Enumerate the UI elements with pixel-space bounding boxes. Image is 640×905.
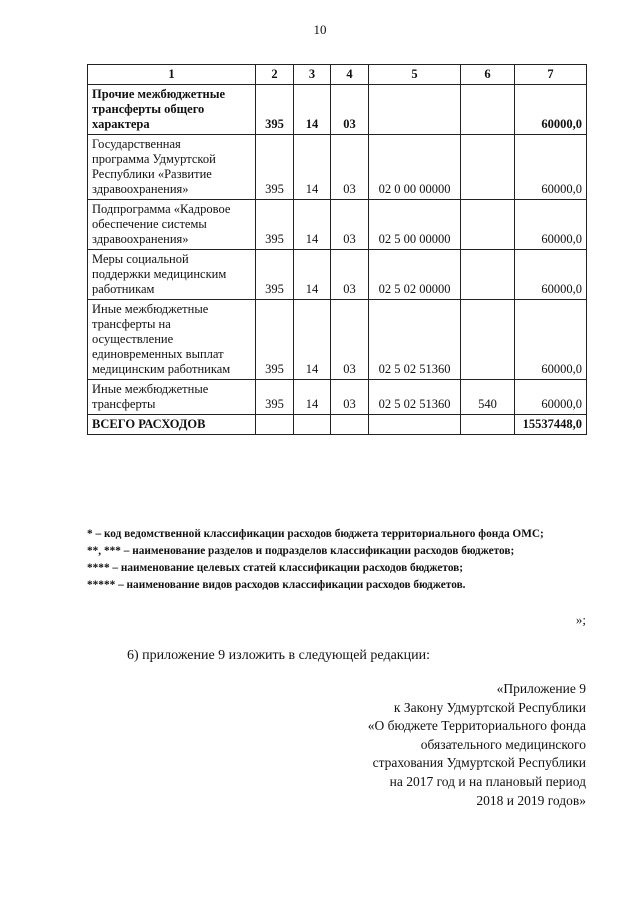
table-cell-c4: 03 <box>331 250 369 300</box>
row-name-line: программа Удмуртской <box>92 152 216 166</box>
row-name-line: работникам <box>92 282 155 296</box>
row-name-line: единовременных выплат <box>92 347 224 361</box>
total-label: ВСЕГО РАСХОДОВ <box>88 415 256 435</box>
footnote: **, *** – наименование разделов и подразделов классификации расходов бюджетов; <box>87 545 515 557</box>
table-cell-c3: 14 <box>294 380 331 415</box>
table-cell-c5 <box>369 85 461 135</box>
appendix-line: к Закону Удмуртской Республики <box>393 699 586 715</box>
footnote: **** – наименование целевых статей классификации расходов бюджетов; <box>87 562 464 574</box>
appendix-line: обязательного медицинского <box>420 736 586 752</box>
table-cell <box>369 415 461 435</box>
row-name <box>88 380 256 415</box>
table-cell-c5: 02 0 00 00000 <box>369 135 461 200</box>
column-header: 7 <box>515 65 587 85</box>
footnote: ***** – наименование видов расходов классификации расходов бюджетов. <box>87 579 466 591</box>
expenses-table <box>87 64 587 435</box>
table-cell-c6 <box>461 300 515 380</box>
column-header: 5 <box>369 65 461 85</box>
row-name-line: Прочие межбюджетные <box>92 87 225 101</box>
table-cell-c4: 03 <box>331 380 369 415</box>
row-name-line: медицинским работникам <box>92 362 231 376</box>
table-cell-c2: 395 <box>256 380 294 415</box>
table-cell-c6 <box>461 250 515 300</box>
table-cell-c7: 60000,0 <box>515 135 587 200</box>
table-cell-c2: 395 <box>256 250 294 300</box>
table-cell-c7: 60000,0 <box>515 250 587 300</box>
table-cell <box>461 415 515 435</box>
row-name-line: Меры социальной <box>92 252 189 266</box>
table-header-row <box>88 65 587 85</box>
row-name <box>88 250 256 300</box>
table-cell-c6 <box>461 85 515 135</box>
table-cell-c2: 395 <box>256 300 294 380</box>
footnote: * – код ведомственной классификации расходов бюджета территориального фонда ОМС; <box>87 528 544 540</box>
table-cell-c5: 02 5 02 00000 <box>369 250 461 300</box>
table-cell <box>331 415 369 435</box>
table-cell-c5: 02 5 00 00000 <box>369 200 461 250</box>
column-header: 1 <box>88 65 256 85</box>
row-name-line: трансферты общего <box>92 102 205 116</box>
table-cell-c7: 60000,0 <box>515 200 587 250</box>
appendix-line: на 2017 год и на плановый период <box>389 773 586 789</box>
row-name-line: обеспечение системы <box>92 217 207 231</box>
appendix-line: страхования Удмуртской Республики <box>372 755 586 771</box>
table-cell-c6: 540 <box>461 380 515 415</box>
row-name-line: осуществление <box>92 332 174 346</box>
table-cell-c6 <box>461 135 515 200</box>
column-header: 3 <box>294 65 331 85</box>
table-cell-c3: 14 <box>294 250 331 300</box>
row-name-line: Республики «Развитие <box>92 167 212 181</box>
row-name <box>88 135 256 200</box>
row-name-line: характера <box>92 117 150 131</box>
table-cell-c7: 60000,0 <box>515 85 587 135</box>
column-header: 6 <box>461 65 515 85</box>
amendment-item: 6) приложение 9 изложить в следующей редакции: <box>127 648 430 663</box>
total-value: 15537448,0 <box>515 415 587 435</box>
table-cell-c4: 03 <box>331 200 369 250</box>
table-row <box>88 200 587 250</box>
table-cell <box>256 415 294 435</box>
row-name-line: Подпрограмма «Кадровое <box>92 202 231 216</box>
column-header: 4 <box>331 65 369 85</box>
table-cell-c3: 14 <box>294 135 331 200</box>
row-name-line: Иные межбюджетные <box>92 302 209 316</box>
page-number: 10 <box>313 22 327 37</box>
table-cell-c2: 395 <box>256 135 294 200</box>
table-cell-c4: 03 <box>331 135 369 200</box>
closing-quote-mark: »; <box>575 612 586 627</box>
row-name <box>88 300 256 380</box>
table-cell-c7: 60000,0 <box>515 300 587 380</box>
table-cell-c3: 14 <box>294 85 331 135</box>
table-cell-c2: 395 <box>256 85 294 135</box>
table-cell-c5: 02 5 02 51360 <box>369 380 461 415</box>
table-cell <box>294 415 331 435</box>
footnotes <box>87 526 586 594</box>
table-cell-c2: 395 <box>256 200 294 250</box>
row-name-line: трансферты <box>92 397 156 411</box>
appendix-line: «О бюджете Территориального фонда <box>367 718 586 734</box>
appendix-line: «Приложение 9 <box>496 681 586 696</box>
table-cell-c5: 02 5 02 51360 <box>369 300 461 380</box>
table-row <box>88 300 587 380</box>
row-name-line: Иные межбюджетные <box>92 382 209 396</box>
row-name-line: здравоохранения» <box>92 182 189 196</box>
table-row <box>88 85 587 135</box>
table-cell-c4: 03 <box>331 300 369 380</box>
table-cell-c3: 14 <box>294 300 331 380</box>
table-cell-c6 <box>461 200 515 250</box>
appendix-line: 2018 и 2019 годов» <box>476 792 586 808</box>
table-cell-c4: 03 <box>331 85 369 135</box>
row-name <box>88 85 256 135</box>
row-name <box>88 200 256 250</box>
appendix-heading <box>368 680 586 810</box>
table-cell-c7: 60000,0 <box>515 380 587 415</box>
row-name-line: поддержки медицинским <box>92 267 227 281</box>
table-row <box>88 250 587 300</box>
table-cell-c3: 14 <box>294 200 331 250</box>
total-row <box>88 415 587 435</box>
column-header: 2 <box>256 65 294 85</box>
row-name-line: здравоохранения» <box>92 232 189 246</box>
table-row <box>88 380 587 415</box>
row-name-line: трансферты на <box>92 317 171 331</box>
table-row <box>88 135 587 200</box>
row-name-line: Государственная <box>92 137 181 151</box>
